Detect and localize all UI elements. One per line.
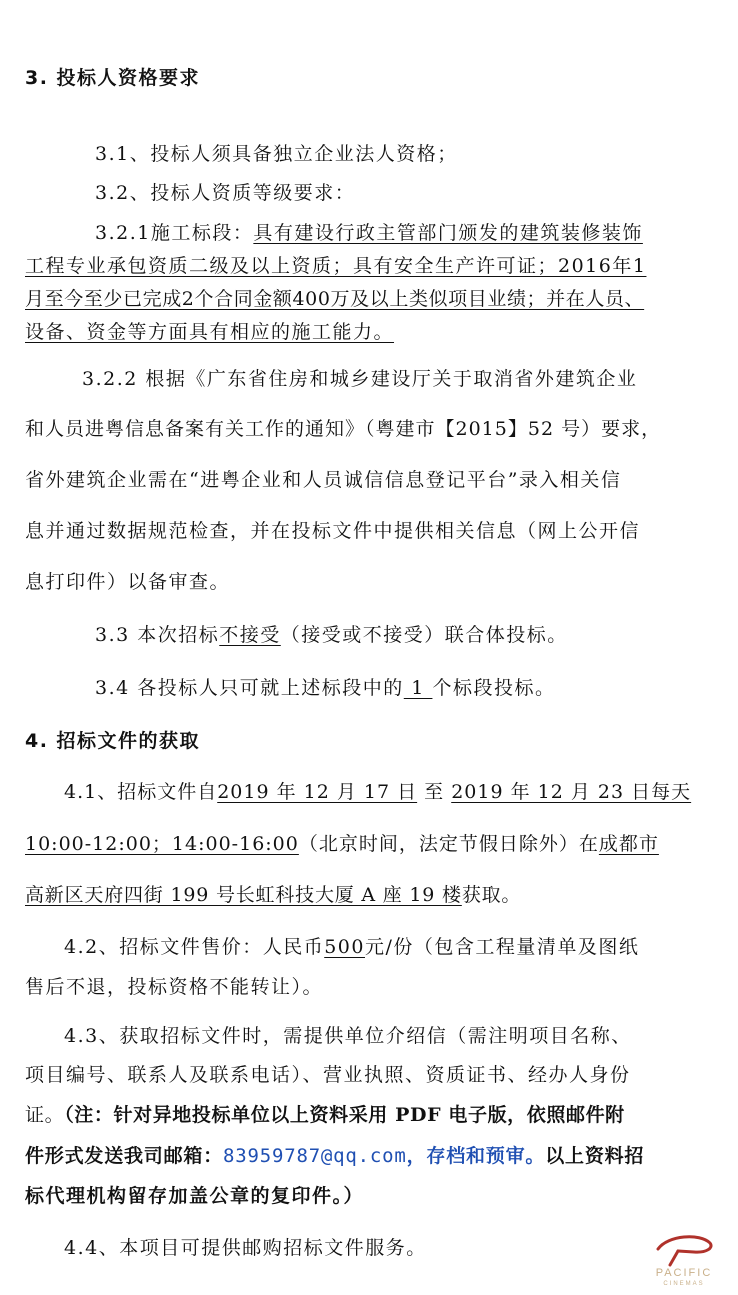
para-4-1-line2 [25,829,659,859]
para-4-1-line1 [64,777,691,807]
para-4-4: 4.4、本项目可提供邮购招标文件服务。 [64,1237,427,1259]
para-3-3-a: 3.3 本次招标 [95,624,220,646]
para-3-2-1-line4: 设备、资金等方面具有相应的施工能力。 [25,321,395,343]
section-3-title: 3. 投标人资格要求 [25,67,201,89]
logo-name: PACIFIC [655,1267,713,1279]
para-4-1-a: 4.1、招标文件自 [64,781,218,803]
para-3-3-b: （接受或不接受）联合体投标。 [280,624,568,646]
para-4-1-line3 [25,880,521,910]
para-3-2-2-line1: 3.2.2 根据《广东省住房和城乡建设厅关于取消省外建筑企业 [82,368,638,390]
para-3-2-1-line1 [95,218,643,248]
para-4-1-b: 至 [417,781,452,803]
para-3-2-2-line2: 和人员进粤信息备案有关工作的通知》（粤建市【2015】52 号）要求， [25,418,662,440]
para-4-1-city: 成都市 [598,833,659,855]
para-3-2-2-line4: 息并通过数据规范检查，并在投标文件中提供相关信息（网上公开信 [25,520,641,542]
para-3-2-1-line2: 工程专业承包资质二级及以上资质；具有安全生产许可证；2016年1 [25,255,647,277]
para-3-2-1-text1: 具有建设行政主管部门颁发的建筑装修装饰 [253,222,643,244]
logo-sub: CINEMAS [663,1281,705,1287]
para-3-2-2-line3: 省外建筑企业需在“进粤企业和人员诚信信息登记平台”录入相关信 [25,469,622,491]
para-4-3-line3 [25,1100,625,1130]
para-4-3-d: 以上资料招 [545,1145,645,1167]
para-3-2-2-line5: 息打印件）以备审查。 [25,571,231,593]
para-4-3-line4 [25,1141,644,1171]
para-3-2: 3.2、投标人资质等级要求： [95,182,356,204]
para-4-3-c: 证。 [25,1104,65,1126]
para-4-3-archive: ，存档和预审。 [406,1145,546,1167]
para-4-3-mail-label: 件形式发送我司邮箱： [25,1145,224,1167]
logo-swoosh-icon [648,1231,720,1271]
para-3-1: 3.1、投标人须具备独立企业法人资格； [95,143,458,165]
para-4-3-line2: 项目编号、联系人及联系电话）、营业执照、资质证书、经办人身份 [25,1064,631,1086]
para-3-3-choice: 不接受 [219,624,281,646]
para-3-4-b: 个标段投标。 [432,677,556,699]
para-4-2-a: 4.2、招标文件售价：人民币 [64,936,325,958]
section-4-title: 4. 招标文件的获取 [25,730,201,752]
para-4-1-hours: 10:00-12:00；14:00-16:00 [25,833,299,855]
para-4-2-price: 500 [324,936,365,958]
para-4-2-line2: 售后不退，投标资格不能转让）。 [25,976,324,998]
para-4-3-email[interactable]: 83959787@qq.com [223,1145,407,1167]
para-4-3-note: （注：针对异地投标单位以上资料采用 PDF 电子版，依照邮件附 [64,1104,625,1126]
pacific-cinemas-logo [648,1231,720,1285]
para-3-4-a: 3.4 各投标人只可就上述标段中的 [95,677,404,699]
para-3-3 [95,620,568,650]
para-3-4 [95,673,555,703]
para-4-1-note: （北京时间，法定节假日除外）在 [298,833,599,855]
para-4-1-address: 高新区天府四街 199 号长虹科技大厦 A 座 19 楼 [25,884,462,906]
para-4-1-end: 获取。 [461,884,522,906]
para-4-2-line1 [64,932,639,962]
para-4-3-line5: 标代理机构留存加盖公章的复印件。） [25,1185,365,1207]
para-3-2-1-prefix: 3.2.1施工标段： [95,222,254,244]
para-4-3-line1: 4.3、获取招标文件时，需提供单位介绍信（需注明项目名称、 [64,1025,632,1047]
para-3-4-count: 1 [403,677,433,699]
para-4-2-b: 元/份（包含工程量清单及图纸 [364,936,640,958]
para-4-1-start-date: 2019 年 12 月 17 日 [217,781,418,803]
para-3-2-1-line3: 月至今至少已完成2个合同金额400万及以上类似项目业绩；并在人员、 [25,288,645,310]
para-4-1-end-date: 2019 年 12 月 23 日每天 [451,781,692,803]
